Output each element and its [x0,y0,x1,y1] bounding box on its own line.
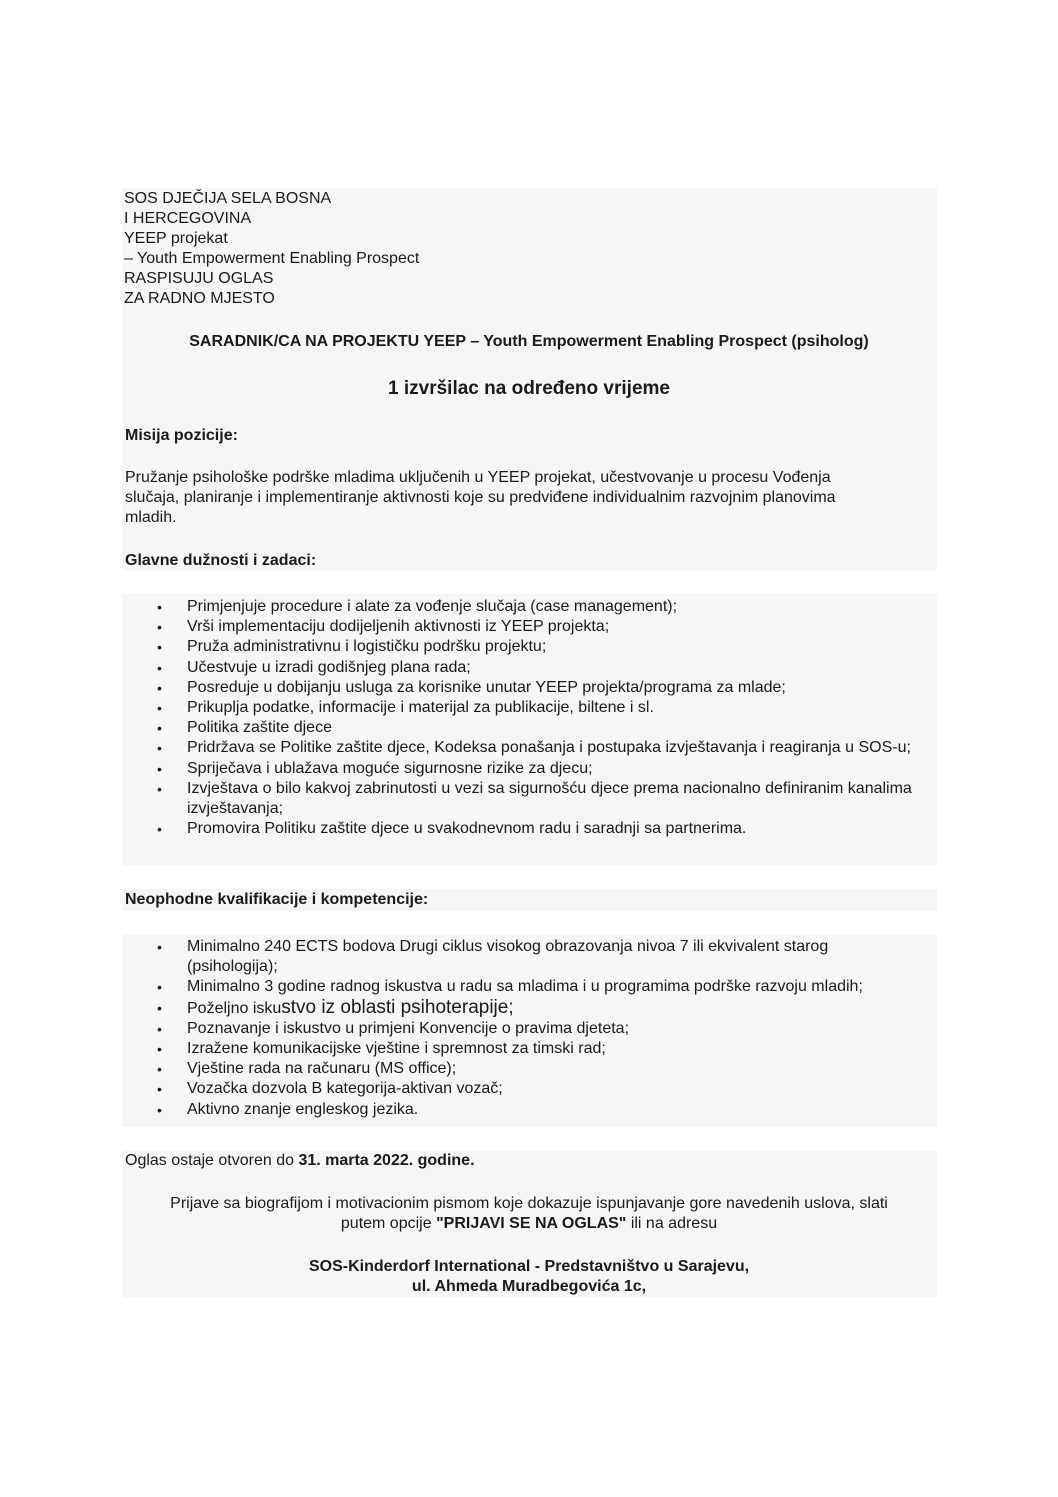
org-line: RASPISUJU OGLAS [124,270,274,287]
duties-list [122,597,922,839]
apply-text-line [0,1214,1058,1234]
org-line: I HERCEGOVINA [124,210,252,227]
list-item: • Minimalno 240 ECTS bodova Drugi ciklus visokog obrazovanja nivoa 7 ili ekvivalent starog (psihologija); [122,937,922,977]
list-item: • Prikuplja podatke, informacije i materijal za publikacije, biltene i sl. [122,698,922,718]
list-item: • Aktivno znanje engleskog jezika. [122,1100,922,1120]
list-item: • Vozačka dozvola B kategorija-aktivan vozač; [122,1079,922,1099]
list-item: • Vrši implementaciju dodijeljenih aktivnosti iz YEEP projekta; [122,617,922,637]
executors-count: 1 izvršilac na određeno vrijeme [388,378,670,399]
list-item: • Posreduje u dobijanju usluga za korisnike unutar YEEP projekta/programa za mlade; [122,678,922,698]
list-item: • Primjenjuje procedure i alate za vođenje slučaja (case management); [122,597,922,617]
list-item: • Izražene komunikacijske vještine i spremnost za timski rad; [122,1039,922,1059]
list-item: • Pridržava se Politike zaštite djece, Kodeksa ponašanja i postupaka izvještavanja i reagiranja u SOS-u; [122,738,922,758]
deadline-date: 31. marta 2022. godine. [298,1152,475,1169]
mission-text-line: mladih. [125,509,177,526]
org-line: – Youth Empowerment Enabling Prospect [124,250,420,267]
mission-text-line: Pružanje psihološke podrške mladima uključenih u YEEP projekat, učestvovanje u procesu Vođenja [125,469,831,486]
qualifications-heading: Neophodne kvalifikacije i kompetencije: [125,891,429,908]
deadline-text [125,1151,475,1171]
apply-option: "PRIJAVI SE NA OGLAS" [436,1215,627,1232]
list-item: • Poznavanje i iskustvo u primjeni Konvencije o pravima djeteta; [122,1019,922,1039]
mission-heading: Misija pozicije: [125,427,238,444]
deadline-prefix: Oglas ostaje otvoren do [125,1152,299,1169]
list-item: • Vještine rada na računaru (MS office); [122,1059,922,1079]
apply-prefix: putem opcije [340,1215,437,1232]
apply-text-line: Prijave sa biografijom i motivacionim pismom koje dokazuje ispunjavanje gore navedenih uslova, slati [170,1195,888,1212]
list-item: • Izvještava o bilo kakvoj zabrinutosti u vezi sa sigurnošću djece prema nacionalno definiranim kanalima izvještavanja; [122,779,922,819]
apply-suffix: ili na adresu [626,1215,718,1232]
mission-text-line: slučaja, planiranje i implementiranje aktivnosti koje su predviđene individualnim razvojnim planovima [125,489,836,506]
list-item: • Politika zaštite djece [122,718,922,738]
list-item: • Minimalno 3 godine radnog iskustva u radu sa mladima i u programima podrške razvoju mladih; [122,977,922,997]
list-item-text: Poželjno isku [187,999,282,1017]
position-title: SARADNIK/CA NA PROJEKTU YEEP – Youth Empowerment Enabling Prospect (psiholog) [189,333,869,350]
address-line: SOS-Kinderdorf International - Predstavništvo u Sarajevu, [308,1258,750,1275]
qualifications-list [122,937,922,1120]
list-item: • Spriječava i ublažava moguće sigurnosne rizike za djecu; [122,759,922,779]
org-line: SOS DJEČIJA SELA BOSNA [124,190,332,207]
duties-heading: Glavne dužnosti i zadaci: [125,552,317,569]
list-item [122,998,922,1019]
list-item: • Učestvuje u izradi godišnjeg plana rada; [122,658,922,678]
list-item: • Promovira Politiku zaštite djece u svakodnevnom radu i saradnji sa partnerima. [122,819,922,839]
list-item-text-large: stvo iz oblasti psihoterapije; [281,996,514,1018]
address-line: ul. Ahmeda Muradbegovića 1c, [411,1278,647,1295]
org-line: YEEP projekat [124,230,228,247]
org-line: ZA RADNO MJESTO [124,290,275,307]
list-item: • Pruža administrativnu i logističku podršku projektu; [122,637,922,657]
